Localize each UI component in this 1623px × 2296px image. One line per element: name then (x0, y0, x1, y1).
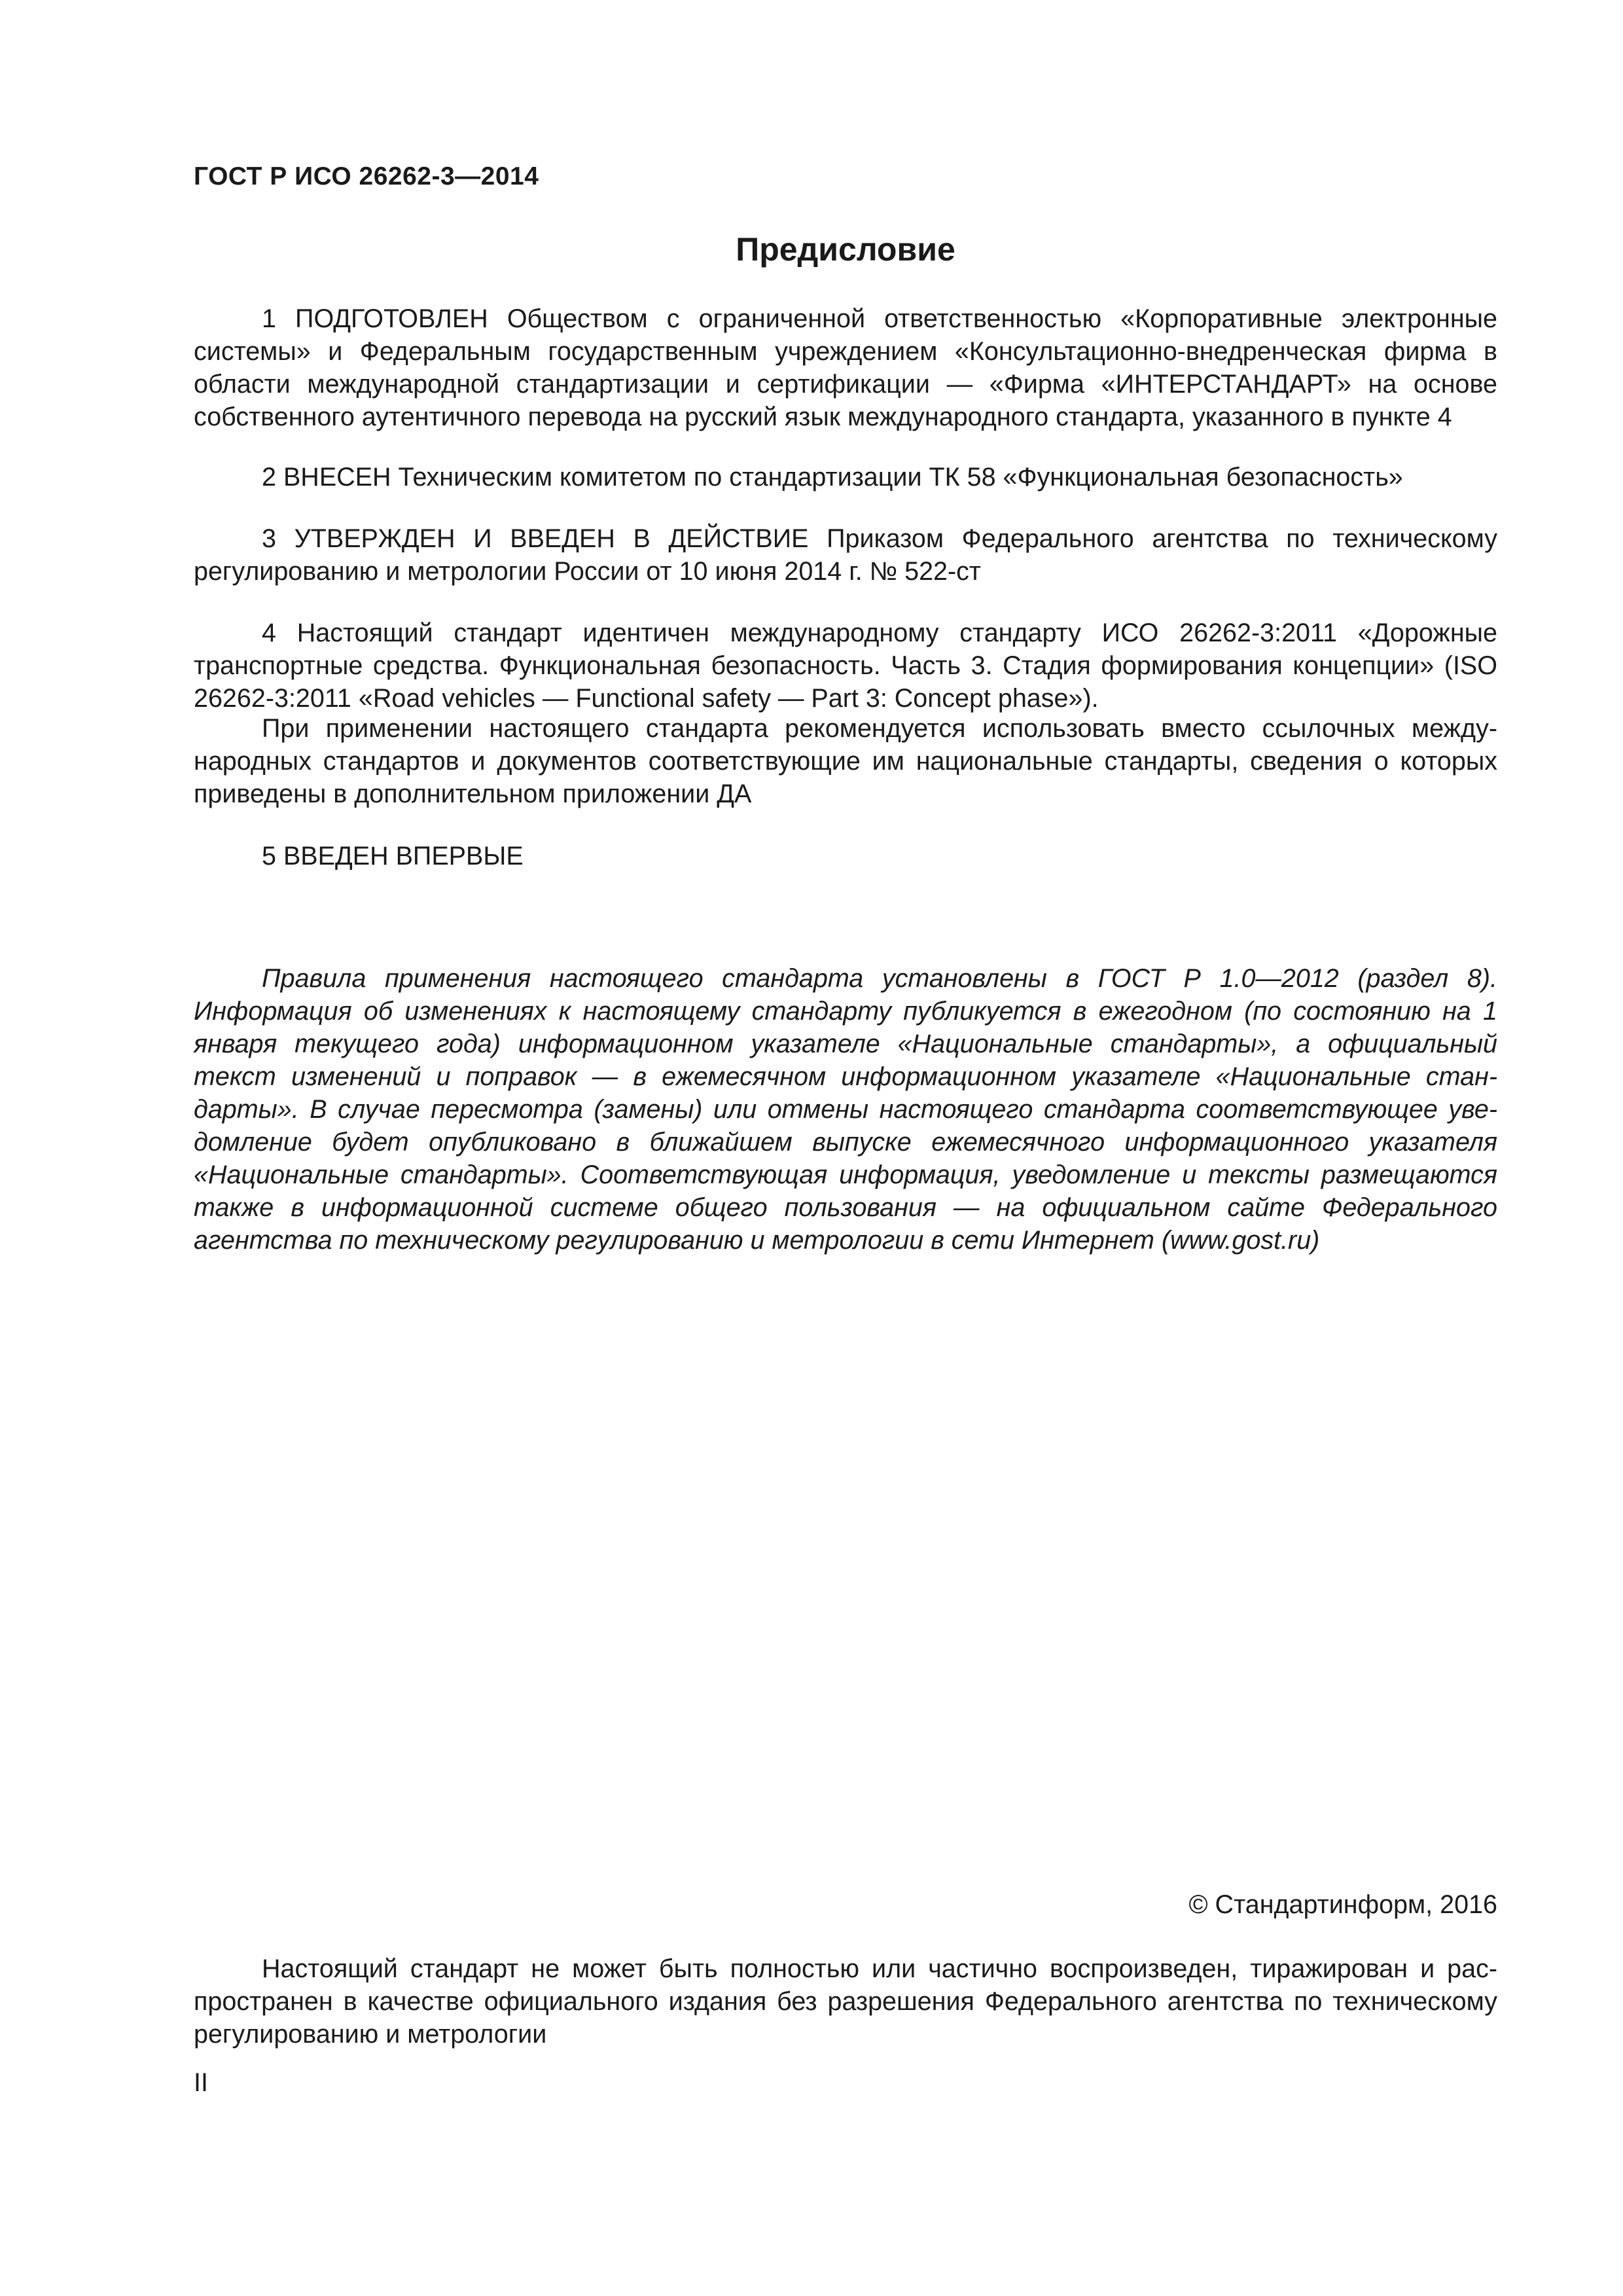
paragraph-text: При применении настоящего стандарта рекомендуется использовать вместо ссылочных международных стандартов и документов соответствующие им национальные стандарты, сведения о которых приведены в дополнительном приложении ДА (194, 714, 1497, 808)
foreword-item-2 (194, 461, 1497, 493)
page-number: II (194, 2068, 208, 2097)
paragraph-text: 3 УТВЕРЖДЕН И ВВЕДЕН В ДЕЙСТВИЕ Приказом Федерального агентства по техническому регулированию и метрологии России от 10 июня 2014 г. № 522-ст (194, 524, 1497, 586)
paragraph-text: 1 ПОДГОТОВЛЕН Обществом с ограниченной ответственностью «Корпоративные электронные системы» и Федеральным государственным учреждением «Консультационно-внедренческая фирма в области международной стандартизации и сертификации — «Фирма «ИНТЕРСТАНДАРТ» на основе собственного аутентичного перевода на русский язык международного стандарта, указанного в пункте 4 (194, 304, 1497, 431)
foreword-item-5 (194, 840, 1497, 872)
page-title: Предисловие (736, 231, 955, 268)
foreword-item-3 (194, 522, 1497, 588)
document-header: ГОСТ Р ИСО 26262-3—2014 (194, 162, 539, 190)
paragraph-text: 4 Настоящий стандарт идентичен международному стандарту ИСО 26262-3:2011 «Дорожные транспортные средства. Функциональная безопасность. Часть 3. Стадия формирования концепции» (ISO 26262-3:2011 «Road vehicles — Functional safety — Part 3: Concept phase»). (194, 619, 1497, 713)
rules-text: Правила применения настоящего стандарта установлены в ГОСТ Р 1.0—2012 (раздел 8). Информация об изменениях к настоящему стандарту публикуется в ежегодном (по состоянию на 1 января текущего года) информационном указателе «Национальные стандарты», а официальный текст изменений и поправок — в ежемесячном информационном указателе «Национальные стандарты». В случае пересмотра (замены) или отмены настоящего стандарта соответствующее уведомление будет опубликовано в ближайшем выпуске ежемесячного информационного указателя «Национальные стандарты». Соответствующая информация, уведомление и тексты размещаются также в информационной системе общего пользования — на официальном сайте Федерального агентства по техническому регулированию и метрологии в сети Интернет (www.gost.ru) (194, 964, 1497, 1255)
foreword-item-4-note (194, 712, 1497, 810)
foreword-item-1 (194, 302, 1497, 433)
paragraph-text: 5 ВВЕДЕН ВПЕРВЫЕ (262, 842, 524, 870)
notice-text: Настоящий стандарт не может быть полностью или частично воспроизведен, тиражирован и распространен в качестве официального издания без разрешения Федерального агентства по техническому регулированию и метрологии (194, 1954, 1497, 2049)
copyright-line: © Стандартинформ, 2016 (1188, 1890, 1497, 1919)
reproduction-notice (194, 1952, 1497, 2051)
foreword-item-4 (194, 617, 1497, 715)
application-rules-note (194, 962, 1497, 1257)
paragraph-text: 2 ВНЕСЕН Техническим комитетом по стандартизации ТК 58 «Функциональная безопасность» (262, 463, 1403, 492)
